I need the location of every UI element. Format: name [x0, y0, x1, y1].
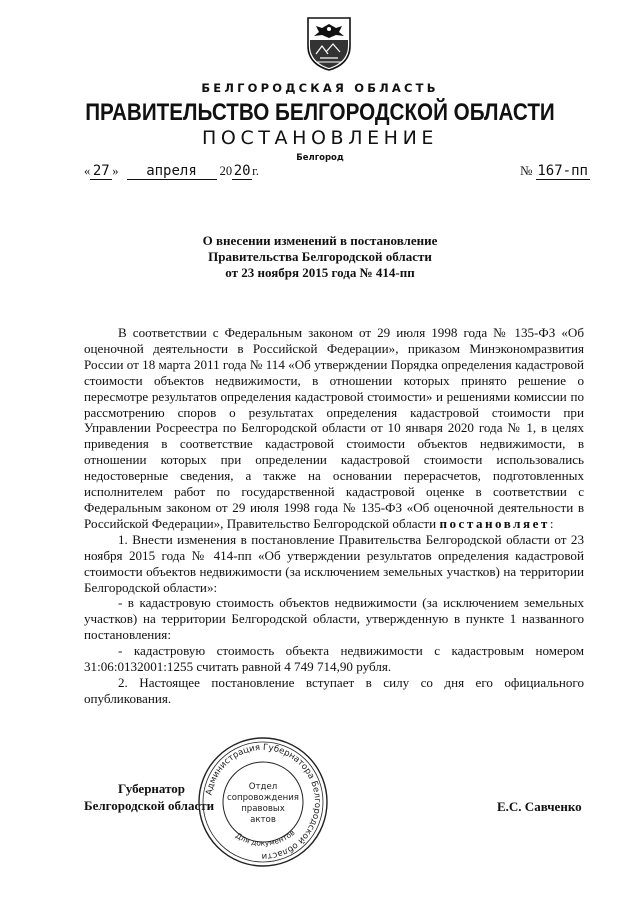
- document-title: [0, 233, 640, 281]
- intro-paragraph: [84, 325, 584, 532]
- stamp-ring-text: Администрация Губернатора Белгородской области: [204, 742, 323, 862]
- item-1-sub-paragraph: - в кадастровую стоимость объектов недвижимости (за исключением земельных участков) на территории Белгородской области, утвержденную в пункте 1 названного постановления:: [84, 595, 584, 643]
- item-1-paragraph: 1. Внести изменения в постановление Правительства Белгородской области от 23 ноября 2015 года № 414-пп «Об утверждении результатов определения кадастровой стоимости объектов недвижимости (за исключением земельных участков) на территории Белгородской области»:: [84, 531, 584, 595]
- document-body: [84, 325, 584, 707]
- number-value: 167-пп: [537, 163, 588, 179]
- government-heading: ПРАВИТЕЛЬСТВО БЕЛГОРОДСКОЙ ОБЛАСТИ: [85, 99, 555, 126]
- date-quote-close: »: [112, 164, 119, 178]
- title-line-3: от 23 ноября 2015 года № 414-пп: [225, 265, 415, 280]
- city-label: Белгород: [296, 153, 344, 163]
- resolves-colon: :: [549, 515, 554, 531]
- stamp-center-line-2: сопровождения: [227, 793, 299, 803]
- stamp-bottom-text: Для документов: [233, 827, 297, 848]
- signatory-title: [84, 780, 214, 814]
- date-quote-open: «: [84, 164, 91, 178]
- item-1-sub2-paragraph: - кадастровую стоимость объекта недвижимости с кадастровым номером 31:06:0132001:1255 считать равной 4 749 714,90 рубля.: [84, 643, 584, 675]
- resolves-word: постановляет: [439, 515, 550, 531]
- date-year-suffix: 20: [233, 163, 251, 179]
- stamp-center-line-3: правовых: [241, 804, 285, 814]
- official-stamp: [196, 735, 330, 869]
- signatory-name: Е.С. Савченко: [497, 799, 582, 814]
- intro-text: В соответствии с Федеральным законом от 29 июля 1998 года № 135-ФЗ «Об оценочной деятельности в Российской Федерации», приказом Минэкономразвития России от 18 марта 2011 года № 114 «Об утверждении Порядка определения кадастровой стоимости объектов недвижимости, в отношении которых принято решение о пересмотре результатов определения кадастровой стоимости» и решениями комиссии по рассмотрению споров о результатах определения кадастровой стоимости при Управлении Росреестра по Белгородской области от 10 января 2020 года № 1, в целях приведения в соответствие кадастровой стоимости объектов недвижимости, в отношении которых при определении кадастровой стоимости использовались недостоверные сведения, а также на основании перерасчетов, подготовленных исполнителем работ по государственной кадастровой оценке в соответствии с Федеральным законом от 29 июля 1998 года № 135-ФЗ «Об оценочной деятельности в Российской Федерации», Правительство Белгородской области: [84, 325, 584, 531]
- title-line-2: Правительства Белгородской области: [208, 249, 432, 264]
- stamp-center-line-4: актов: [250, 815, 276, 825]
- item-2-paragraph: 2. Настоящее постановление вступает в силу со дня его официального опубликования.: [84, 674, 584, 706]
- stamp-center-line-1: Отдел: [248, 782, 278, 792]
- date-year-prefix: 20: [219, 164, 233, 178]
- date-year-abbr: г.: [252, 164, 259, 178]
- signatory-title-line-2: Белгородской области: [84, 798, 215, 813]
- coat-of-arms-emblem: [306, 16, 352, 72]
- document-number: [520, 163, 590, 180]
- number-prefix: №: [520, 163, 533, 178]
- date-day: 27: [90, 163, 112, 180]
- title-line-1: О внесении изменений в постановление: [202, 233, 438, 248]
- signatory-title-line-1: Губернатор: [118, 781, 186, 796]
- document-type-heading: ПОСТАНОВЛЕНИЕ: [202, 127, 438, 149]
- date-month: апреля: [127, 163, 217, 180]
- region-heading: БЕЛГОРОДСКАЯ ОБЛАСТЬ: [201, 81, 439, 95]
- document-date: [84, 163, 259, 180]
